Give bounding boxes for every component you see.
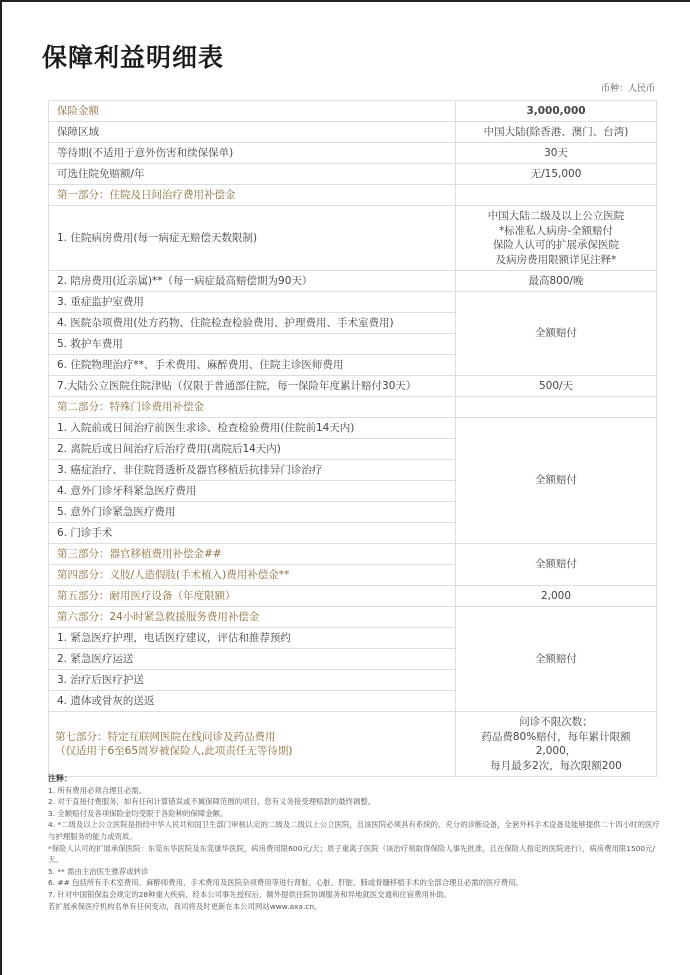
- currency-label: 币种：人民币: [600, 84, 655, 94]
- note-line: 若扩展承保医疗机构名单有任何变动，我司将及时更新在本公司网站www.axa.cn。: [48, 901, 322, 911]
- section-header-part5: [49, 586, 657, 607]
- table-row: [49, 143, 657, 164]
- note-line: 5. ** 需由主治医生推荐或转诊: [48, 866, 149, 876]
- part3-title: 第三部分：器官移植费用补偿金##: [49, 544, 456, 565]
- part6-item1-label: 1. 紧急医疗护理，电话医疗建议，评估和推荐预约: [49, 628, 456, 649]
- part5-title: 第五部分：耐用医疗设备（年度限额）: [49, 586, 456, 607]
- table-row: [49, 292, 657, 313]
- part1-item7-label: 7.大陆公立医院住院津贴（仅限于普通部住院，每一保险年度累计赔付30天）: [49, 376, 456, 397]
- part2-title: 第二部分：特殊门诊费用补偿金: [49, 397, 456, 418]
- part1-item2-value: 最高800/晚: [456, 271, 657, 292]
- part2-item2-label: 2. 离院后或日间治疗后治疗费用(离院后14天内): [49, 439, 456, 460]
- note-line: 1. 所有费用必须合理且必需。: [48, 785, 147, 795]
- part2-value: 全额赔付: [456, 418, 657, 544]
- part1-title: 第一部分：住院及日间治疗费用补偿金: [49, 185, 456, 206]
- section-header-part6: [49, 607, 657, 628]
- part2-item3-label: 3. 癌症治疗、非住院肾透析及器官移植后抗排异门诊治疗: [49, 460, 456, 481]
- part2-item4-label: 4. 意外门诊牙科紧急医疗费用: [49, 481, 456, 502]
- coverage-area-label: 保障区域: [49, 122, 456, 143]
- part1-group-value: 全额赔付: [456, 292, 657, 376]
- page-frame-left: [0, 0, 2, 975]
- page-title: 保障利益明细表: [42, 43, 225, 72]
- sum-insured-label: 保险金额: [49, 101, 456, 122]
- part2-item1-label: 1. 入院前或日间治疗前医生求诊、检查检验费用(住院前14天内): [49, 418, 456, 439]
- section-header-part1: [49, 185, 657, 206]
- note-line: 2. 对于直接付费服务，如有任何计算错误或不属保障范围的项目，您有义务接受理赔款的最终调整。: [48, 797, 376, 807]
- table-row: [49, 164, 657, 185]
- part6-item4-label: 4. 遗体或骨灰的送返: [49, 691, 456, 712]
- table-row: [49, 206, 657, 271]
- note-line: 7. 针对中国银保监会规定的28种重大疾病，经本公司事先授权后，额外提供住院协调服务和异地就医交通和住宿费用补助。: [48, 889, 452, 899]
- part1-item6-label: 6. 住院物理治疗**、手术费用、麻醉费用、住院主诊医师费用: [49, 355, 456, 376]
- part1-item5-label: 5. 救护车费用: [49, 334, 456, 355]
- sum-insured-value: 3,000,000: [456, 101, 657, 122]
- waiting-period-label: 等待期(不适用于意外伤害和续保保单): [49, 143, 456, 164]
- part1-item1-label: 1. 住院病房费用(每一病症无赔偿天数限制): [49, 206, 456, 271]
- part6-item3-label: 3. 治疗后医疗护送: [49, 670, 456, 691]
- waiting-period-value: 30天: [456, 143, 657, 164]
- notes-title: 注释：: [48, 774, 72, 783]
- part1-item4-label: 4. 医院杂项费用(处方药物、住院检查检验费用、护理费用、手术室费用): [49, 313, 456, 334]
- part2-item6-label: 6. 门诊手术: [49, 523, 456, 544]
- page-frame-top: [0, 0, 690, 2]
- part5-value: 2,000: [456, 586, 657, 607]
- table-row: [49, 122, 657, 143]
- table-row: [49, 101, 657, 122]
- part1-item3-label: 3. 重症监护室费用: [49, 292, 456, 313]
- part1-item2-label: 2. 陪房费用(近亲属)**（每一病症最高赔偿期为90天）: [49, 271, 456, 292]
- table-row: [49, 418, 657, 439]
- part7-value: 问诊不限次数； 药品费80%赔付，每年累计限额2,000， 每月最多2次，每次限额200: [456, 712, 657, 777]
- notes-section: [48, 773, 663, 912]
- coverage-area-value: 中国大陆(除香港、澳门、台湾): [456, 122, 657, 143]
- section-header-part7: [49, 712, 657, 777]
- part2-item5-label: 5. 意外门诊紧急医疗费用: [49, 502, 456, 523]
- part1-item1-value: 中国大陆二级及以上公立医院 *标准私人病房-全额赔付 保险人认可的扩展承保医院 及病房费用限额详见注释*: [456, 206, 657, 271]
- benefits-table: [48, 100, 657, 777]
- part6-value: 全额赔付: [456, 607, 657, 712]
- section-header-part3: [49, 544, 657, 565]
- note-line: 6. ## 包括所有手术室费用、麻醉师费用、手术费用及医院杂项费用等进行肾脏、心脏、肝脏、肺或骨髓移植手术的全部合理且必需的医疗费用。: [48, 878, 523, 888]
- note-line: *保险人认可的扩展承保医院：东莞东华医院及东莞康华医院，病房费用限600元/天；质子重离子医院（该治疗须取得保险人事先批准，且在保险人指定的医院进行），病房费用限1500元/天。: [48, 843, 655, 865]
- table-row: [49, 271, 657, 292]
- part6-title: 第六部分：24小时紧急救援服务费用补偿金: [49, 607, 456, 628]
- part1-item7-value: 500/天: [456, 376, 657, 397]
- part7-title: 第七部分：特定互联网医院在线问诊及药品费用 （仅适用于6至65周岁被保险人,此项责任无等待期): [49, 712, 456, 777]
- deductible-value: 无/15,000: [456, 164, 657, 185]
- note-line: 4. *二级及以上公立医院是指经中华人民共和国卫生部门审核认定的二级及二级以上公立医院，且该医院必须具有系统的、充分的诊断设备，全套外科手术设备及能够提供二十四小时的医疗与护理服务的能力或资质。: [48, 820, 660, 841]
- section-header-part2: [49, 397, 657, 418]
- part34-value: 全额赔付: [456, 544, 657, 586]
- table-row: [49, 376, 657, 397]
- part4-title: 第四部分：义肢/人造假肢(手术植入)费用补偿金**: [49, 565, 456, 586]
- note-line: 3. 全额赔付及各项保险金均受限于各险种的保障金额。: [48, 808, 228, 818]
- part6-item2-label: 2. 紧急医疗运送: [49, 649, 456, 670]
- deductible-label: 可选住院免赔额/年: [49, 164, 456, 185]
